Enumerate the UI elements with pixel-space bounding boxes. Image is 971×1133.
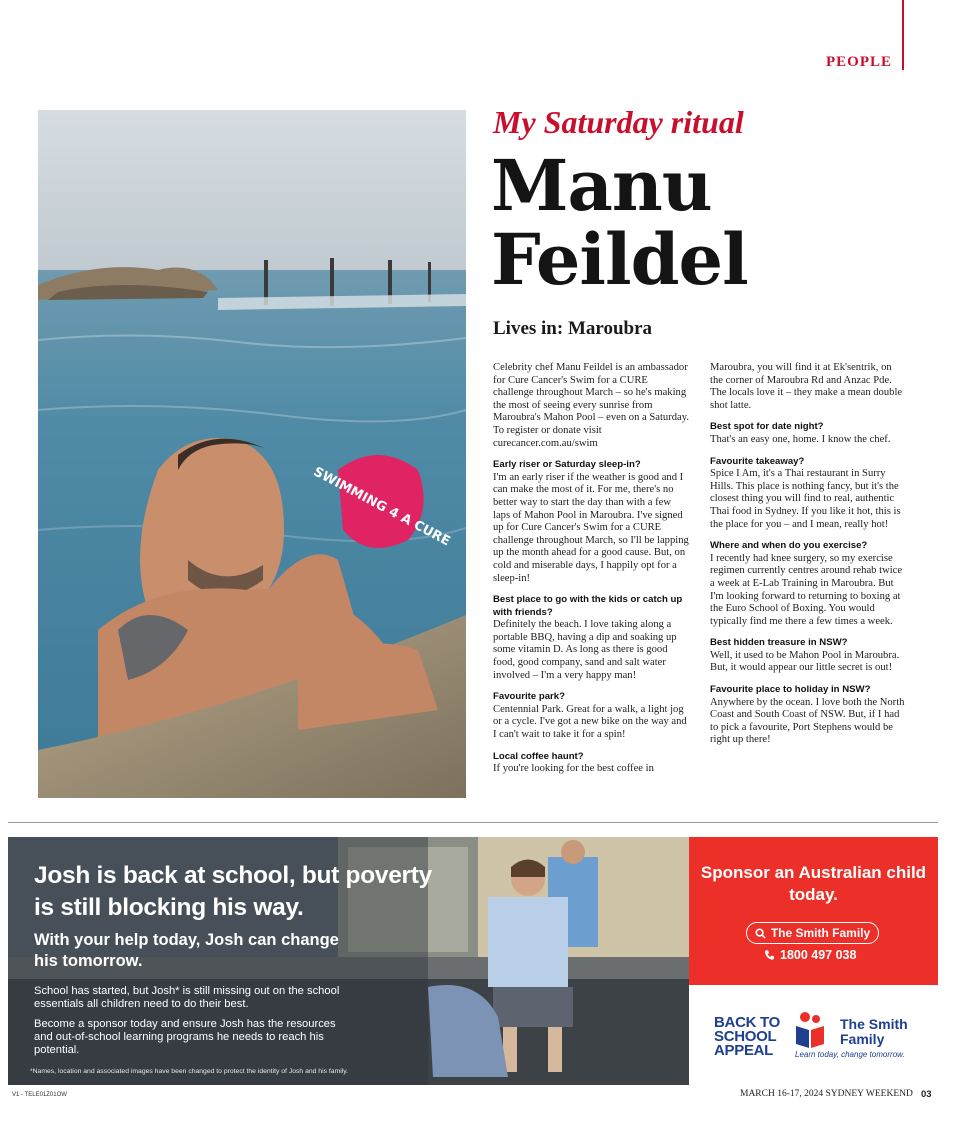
ad-subhead: With your help today, Josh can change his tomorrow. <box>34 931 339 970</box>
qa-item <box>710 421 907 446</box>
qa-question: Where and when do you exercise? <box>710 540 868 552</box>
kicker: My Saturday ritual <box>493 104 744 140</box>
article-column-2 <box>710 362 907 756</box>
qa-question: Favourite place to holiday in NSW? <box>710 684 871 696</box>
cap-text: SWIMMING 4 A CURE <box>310 464 453 550</box>
feature-photo <box>38 110 466 798</box>
lives-in <box>493 318 652 340</box>
qa-question: Local coffee haunt? <box>493 750 584 762</box>
footer-date: MARCH 16-17, 2024 SYDNEY WEEKEND <box>740 1089 913 1099</box>
ad-cta-panel <box>689 837 938 985</box>
qa-answer: I recently had knee surgery, so my exercise regimen currently centres around rehab twice a week at E-Lab Training in Maroubra. But I'm looking forward to returning to boxing at the Euro School of Boxing. You would typically find me there a few times a week. <box>710 552 903 627</box>
qa-answer-continued: Maroubra, you will find it at Ek'sentrik, on the corner of Maroubra Rd and Anzac Pde. The locals love it – they make a mean double shot latte. <box>710 362 903 411</box>
qa-item <box>710 637 907 675</box>
qa-answer: If you're looking for the best coffee in <box>493 763 654 775</box>
brand-tagline: Learn today, change tomorrow. <box>795 1050 905 1059</box>
section-label: PEOPLE <box>826 54 893 70</box>
search-icon <box>755 928 766 939</box>
qa-answer: Anywhere by the ocean. I love both the North Coast and South Coast of NSW. But, if I had to pick a favourite, Port Stephens would be right up there! <box>710 696 905 746</box>
lives-in-value: Maroubra <box>567 318 653 339</box>
header-rule <box>902 0 904 70</box>
qa-answer: Centennial Park. Great for a walk, a light jog or a cycle. I've got a new bike on the way and I can't wait to take it for a spin! <box>493 703 687 741</box>
smith-family-wordmark <box>840 1017 908 1047</box>
qa-item <box>493 594 690 682</box>
qa-question: Best place to go with the kids or catch up with friends? <box>493 594 683 618</box>
qa-question: Favourite takeaway? <box>710 455 805 467</box>
qa-item <box>710 684 907 747</box>
qa-question: Best hidden treasure in NSW? <box>710 637 848 649</box>
back-to-school-appeal <box>714 1016 780 1058</box>
qa-item <box>493 751 690 776</box>
qa-item <box>493 691 690 741</box>
ad-phone-number: 1800 497 038 <box>780 948 857 962</box>
ad-search-text: The Smith Family <box>770 926 871 940</box>
qa-answer: Well, it used to be Mahon Pool in Maroubra. But, it would appear our little secret is out! <box>710 649 900 674</box>
qa-item <box>493 459 690 585</box>
smith-family-logo <box>794 1010 826 1050</box>
article-column-1 <box>493 362 690 785</box>
appeal-line: APPEAL <box>714 1042 774 1059</box>
folio-code: V1 - TELE01Z01OW <box>12 1092 67 1098</box>
phone-icon <box>764 949 775 961</box>
qa-question: Best spot for date night? <box>710 421 824 433</box>
headline-first-name: Manu <box>491 144 712 227</box>
qa-answer: Spice I Am, it's a Thai restaurant in Surry Hills. This place is nothing fancy, but it's the closest thing you will find to real, authentic Thai food in Sydney. If you like it hot, this is the place for you – and I mean, really hot! <box>710 468 901 530</box>
page-number: 03 <box>921 1089 932 1100</box>
section-divider <box>8 822 938 823</box>
qa-question: Early riser or Saturday sleep-in? <box>493 459 641 471</box>
ad-disclaimer: *Names, location and associated images have been changed to protect the identity of Josh and his family. <box>30 1068 349 1075</box>
ad-phone[interactable] <box>764 948 856 962</box>
qa-item <box>710 540 907 628</box>
brand-line: The Smith <box>840 1016 908 1032</box>
ad-body-text: School has started, but Josh* is still missing out on the school essentials all children need to do their best. <box>34 985 340 1010</box>
qa-item <box>710 456 907 532</box>
qa-answer: That's an easy one, home. I know the chef. <box>710 433 891 445</box>
qa-answer: Definitely the beach. I love taking along a portable BBQ, having a dip and soaking up some vitamin D. As long as there is good food, good company, sand and salt water involved – I'm a very happy man! <box>493 619 677 681</box>
qa-question: Favourite park? <box>493 691 565 703</box>
ad-headline: Josh is back at school, but poverty is still blocking his way. <box>34 862 432 921</box>
brand-line: Family <box>840 1031 885 1047</box>
ad-body-text: Become a sponsor today and ensure Josh has the resources and out-of-school learning programs he needs to reach his potential. <box>34 1018 336 1056</box>
article-intro: Celebrity chef Manu Feildel is an ambassador for Cure Cancer's Swim for a CURE challenge throughout March – so he's making the most of seeing every sunrise from Maroubra's Mahon Pool – even on a Saturday. To register or donate visit curecancer.com.au/swim <box>493 362 689 449</box>
appeal-line: SCHOOL <box>714 1028 777 1045</box>
ad-cta-heading: Sponsor an Australian child today. <box>700 863 927 904</box>
headline-last-name: Feildel <box>491 218 748 301</box>
qa-answer: I'm an early riser if the weather is good and I can make the most of it. For me, there's no better way to start the day than with a few laps of Mahon Pool in Maroubra. I've signed up for Cure Cancer's Swim for a CURE challenge throughout March, so I'll be lapping up the month ahead for a good cause. But, on cold and miserable days, I happily opt for a sleep-in! <box>493 471 689 584</box>
ad-search-pill[interactable] <box>746 922 879 944</box>
appeal-line: BACK TO <box>714 1014 780 1031</box>
lives-in-label: Lives in: <box>493 318 564 339</box>
